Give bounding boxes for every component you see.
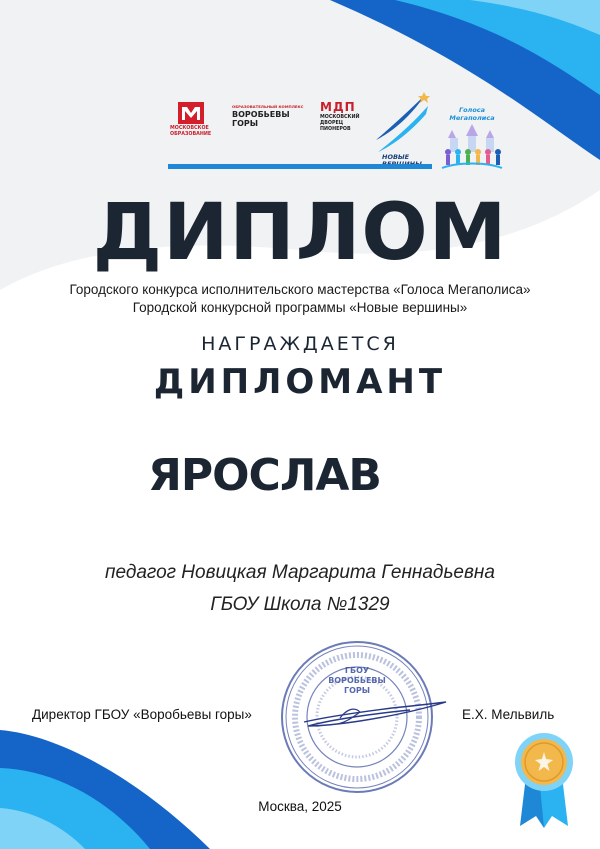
megapolis-voices-logo bbox=[438, 106, 506, 168]
vorobyovy-gory-text: ВОРОБЬЕВЫ ГОРЫ bbox=[232, 110, 290, 128]
megapolis-people-icon bbox=[438, 122, 506, 172]
moscow-education-text: МОСКОВСКОЕ ОБРАЗОВАНИЕ bbox=[170, 126, 212, 137]
award-rank: ДИПЛОМАНТ bbox=[153, 362, 447, 402]
diploma-title: ДИПЛОМ bbox=[92, 188, 508, 278]
school-line: ГБОУ Школа №1329 bbox=[210, 594, 390, 615]
awarded-label: НАГРАЖДАЕТСЯ bbox=[201, 333, 399, 355]
teacher-line: педагог Новицкая Маргарита Геннадьевна bbox=[105, 562, 495, 583]
new-peaks-text: НОВЫЕ bbox=[382, 153, 410, 161]
contest-line-1: Городского конкурса исполнительского мастерства «Голоса Мегаполиса» bbox=[69, 282, 531, 297]
new-peaks-swoosh-icon bbox=[370, 92, 430, 158]
city-year: Москва, 2025 bbox=[258, 799, 342, 814]
medal-icon bbox=[512, 730, 576, 830]
megapolis-voices-text: Голоса Мегаполиса bbox=[449, 106, 495, 122]
contest-line-2: Городской конкурсной программы «Новые вершины» bbox=[132, 300, 468, 315]
director-position: Директор ГБОУ «Воробьевы горы» bbox=[32, 707, 252, 722]
partner-logos bbox=[170, 92, 510, 174]
pioneers-palace-mark: МДП bbox=[320, 100, 356, 114]
new-peaks-logo bbox=[370, 92, 434, 174]
logo-divider bbox=[168, 164, 432, 169]
director-signature bbox=[300, 688, 450, 738]
moscow-emblem-icon bbox=[178, 102, 204, 124]
director-name: Е.Х. Мельвиль bbox=[462, 707, 555, 722]
pioneers-palace-text: МОСКОВСКИЙ ДВОРЕЦ ПИОНЕРОВ bbox=[320, 115, 360, 132]
vorobyovy-gory-logo bbox=[232, 104, 304, 128]
vorobyovy-gory-caption: ОБРАЗОВАТЕЛЬНЫЙ КОМПЛЕКС bbox=[232, 104, 304, 109]
moscow-education-logo bbox=[170, 102, 222, 138]
recipient-name: ЯРОСЛАВ bbox=[148, 450, 381, 501]
stamp-center-text: ГБОУ ВОРОБЬЕВЫ ГОРЫ bbox=[328, 666, 386, 695]
